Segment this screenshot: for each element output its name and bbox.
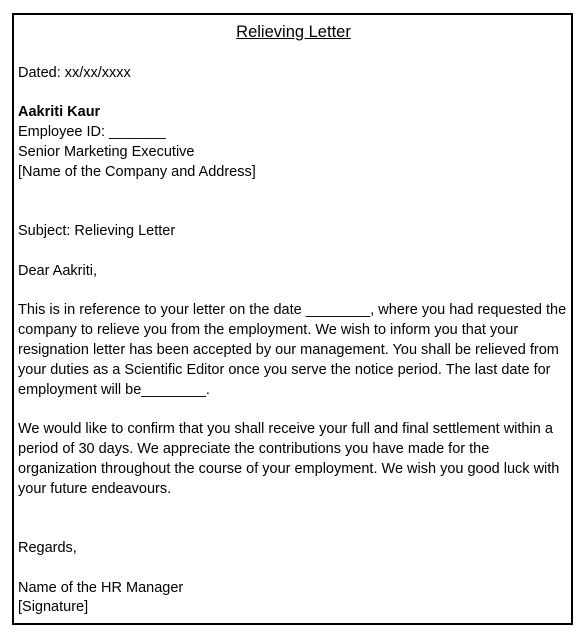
employee-designation: Senior Marketing Executive — [18, 144, 195, 160]
signatory-name: Name of the HR Manager — [18, 580, 184, 596]
letter-subject: Subject: Relieving Letter — [18, 223, 176, 239]
paragraph-1-line: company to relieve you from the employment. We wish to inform you that your — [18, 322, 519, 338]
letter-closing: Regards, — [18, 540, 77, 556]
letter-salutation: Dear Aakriti, — [18, 263, 97, 279]
paragraph-2-line: period of 30 days. We appreciate the contributions you have made for the — [18, 441, 490, 457]
paragraph-1-line: This is in reference to your letter on the date ________, where you had requested the — [18, 302, 567, 318]
employee-id: Employee ID: _______ — [18, 124, 166, 140]
signature-placeholder: [Signature] — [18, 599, 89, 615]
company-address: [Name of the Company and Address] — [18, 164, 256, 180]
letter-date: Dated: xx/xx/xxxx — [18, 65, 131, 81]
paragraph-1-line: employment will be________. — [18, 382, 210, 398]
paragraph-1-line: your duties as a Scientific Editor once you serve the notice period. The last date for — [18, 362, 551, 378]
letter-title: Relieving Letter — [236, 23, 351, 41]
paragraph-1-line: resignation letter has been accepted by our management. You shall be relieved from — [18, 342, 559, 358]
paragraph-2-line: your future endeavours. — [18, 481, 172, 497]
paragraph-2-line: organization throughout the course of your employment. We wish you good luck with — [18, 461, 560, 477]
employee-name: Aakriti Kaur — [18, 104, 101, 120]
paragraph-2-line: We would like to confirm that you shall receive your full and final settlement within a — [18, 421, 553, 437]
